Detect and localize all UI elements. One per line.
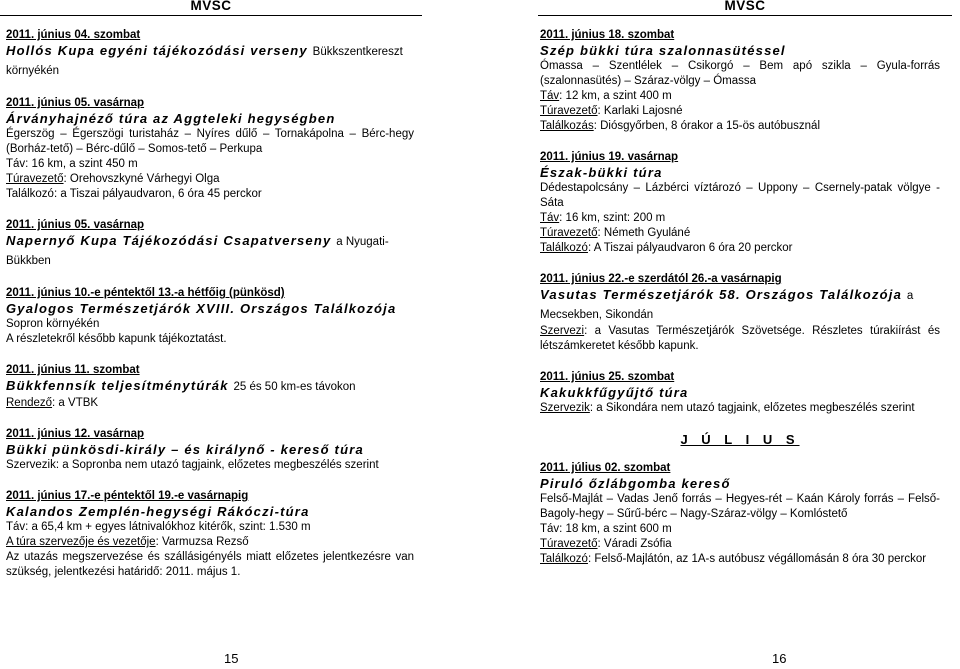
event-detail-line: [540, 537, 940, 552]
event-title-text: Kalandos Zemplén-hegységi Rákóczi-túra: [6, 504, 310, 519]
event-title: [6, 377, 414, 396]
event-title-text: Napernyő Kupa Tájékozódási Csapatverseny: [6, 233, 332, 248]
event-title: [6, 232, 414, 270]
page-number: 16: [772, 651, 787, 666]
event-item: [540, 150, 940, 256]
event-title-text: Észak-bükki túra: [540, 165, 663, 180]
event-detail-line: [6, 332, 414, 347]
event-date: 2011. június 10.-e péntektől 13.-a hétfőig (pünkösd): [6, 287, 285, 299]
event-detail-line: [6, 172, 414, 187]
detail-text: : a Sikondára nem utazó tagjaink, előzetes megbeszélés szerint: [589, 402, 915, 414]
event-date: 2011. június 18. szombat: [540, 29, 675, 41]
detail-text: : a Vasutas Természetjárók Szövetsége. Részletes túrakiírást és létszámkeretet később kapunk.: [540, 325, 940, 352]
event-title: [540, 42, 940, 59]
detail-text: Táv: 16 km, a szint 450 m: [6, 158, 138, 170]
event-date: 2011. június 05. vasárnap: [6, 219, 145, 231]
page-number: 15: [224, 651, 239, 666]
event-detail-line: [6, 535, 414, 550]
event-item: [6, 286, 414, 347]
event-detail-line: [540, 181, 940, 211]
june-events: [540, 28, 940, 416]
event-title: [540, 286, 940, 324]
july-events: [540, 461, 940, 567]
detail-label: Táv: [540, 212, 560, 224]
event-detail-line: [540, 104, 940, 119]
event-item: [6, 363, 414, 411]
page-header: MVSC: [538, 0, 952, 16]
event-detail-line: [540, 401, 940, 416]
event-date: 2011. július 02. szombat: [540, 462, 671, 474]
event-title-text: Hollós Kupa egyéni tájékozódási verseny: [6, 43, 308, 58]
right-page: [480, 0, 960, 669]
event-date: 2011. június 05. vasárnap: [6, 97, 145, 109]
detail-text: Táv: 18 km, a szint 600 m: [540, 523, 672, 535]
detail-label: Túravezető: [540, 538, 598, 550]
detail-text: Szervezik: a Sopronba nem utazó tagjaink, előzetes megbeszélés szerint: [6, 459, 379, 471]
event-title-text: Vasutas Természetjárók 58. Országos Találkozója: [540, 287, 903, 302]
detail-text: Felső-Majlát – Vadas Jenő forrás – Hegyes-rét – Kaán Károly forrás – Felső-Bagoly-hegy – Sűrű-bérc – Nagy-Száraz-völgy – Komlóstető: [540, 493, 940, 520]
event-detail-line: [6, 520, 414, 535]
detail-label: Túravezető: [540, 227, 598, 239]
detail-text: : A Tiszai pályaudvaron 6 óra 20 perckor: [587, 242, 793, 254]
event-title-text: Bükki pünkösdi-király – és királynő - kereső túra: [6, 442, 364, 457]
event-title-suffix: 25 és 50 km-es távokon: [233, 381, 356, 393]
page-header: MVSC: [0, 0, 422, 16]
event-date: 2011. június 11. szombat: [6, 364, 140, 376]
event-title-text: Bükkfennsík teljesítménytúrák: [6, 378, 229, 393]
event-title-suffix: Bükkszentkereszt környékén: [6, 46, 403, 77]
month-heading: J Ú L I U S: [680, 432, 800, 447]
event-detail-line: [540, 324, 940, 354]
detail-text: : Karlaki Lajosné: [597, 105, 683, 117]
left-column: [6, 28, 414, 596]
detail-label: Táv: [540, 90, 560, 102]
event-detail-line: [540, 211, 940, 226]
event-date: 2011. június 19. vasárnap: [540, 151, 679, 163]
detail-label: Szervezik: [540, 402, 590, 414]
detail-label: Találkozás: [540, 120, 594, 132]
event-title: [6, 110, 414, 127]
detail-label: Találkozó: [540, 553, 588, 565]
event-detail-line: [540, 59, 940, 89]
event-title-text: Piruló őzlábgomba kereső: [540, 476, 731, 491]
event-detail-line: [540, 241, 940, 256]
event-date: 2011. június 22.-e szerdától 26.-a vasárnapig: [540, 273, 782, 285]
detail-text: Ómassa – Szentlélek – Csikorgó – Bem apó szikla – Gyula-forrás (szalonnasütés) – Száraz-völgy – Ómassa: [540, 60, 940, 87]
event-item: [6, 427, 414, 473]
detail-label: Rendező: [6, 397, 53, 409]
event-title-text: Gyalogos Természetjárók XVIII. Országos Találkozója: [6, 301, 397, 316]
detail-text: : Orehovszkyné Várhegyi Olga: [63, 173, 220, 185]
detail-text: Égerszög – Égerszögi turistaház – Nyíres dűlő – Tornakápolna – Bérc-hegy (Borház-tető) – Bérc-dűlő – Somos-tető – Perkupa: [6, 128, 414, 155]
event-title: [540, 475, 940, 492]
event-date: 2011. június 12. vasárnap: [6, 428, 145, 440]
event-title: [540, 384, 940, 401]
detail-text: : Váradi Zsófia: [597, 538, 672, 550]
event-item: [6, 218, 414, 270]
event-item: [6, 28, 414, 80]
event-detail-line: [540, 119, 940, 134]
event-detail-line: [540, 552, 940, 567]
event-detail-line: [6, 458, 414, 473]
event-item: [540, 370, 940, 416]
detail-text: Az utazás megszervezése és szállásigényéls miatt előzetes jelentkezésre van szükség, jelentkezési határidő: 2011. május 1.: [6, 551, 414, 578]
event-title-text: Árványhajnéző túra az Aggteleki hegységben: [6, 111, 336, 126]
detail-text: Dédestapolcsány – Lázbérci víztározó – Uppony – Csernely-patak völgye - Sáta: [540, 182, 940, 209]
event-detail-line: [6, 550, 414, 580]
detail-text: : Diósgyőrben, 8 órakor a 15-ös autóbusznál: [593, 120, 821, 132]
detail-label: Túravezető: [6, 173, 64, 185]
detail-text: A részletekről később kapunk tájékoztatást.: [6, 333, 227, 345]
right-column: [540, 28, 940, 583]
detail-text: : 16 km, szint: 200 m: [559, 212, 666, 224]
detail-label: Találkozó: [540, 242, 588, 254]
event-title-suffix: a Nyugati-Bükkben: [6, 236, 389, 267]
event-item: [540, 272, 940, 354]
detail-text: : Varmuzsa Rezső: [155, 536, 249, 548]
detail-label: A túra szervezője és vezetője: [6, 536, 156, 548]
event-date: 2011. június 04. szombat: [6, 29, 141, 41]
event-item: [540, 28, 940, 134]
event-title: [6, 300, 414, 317]
detail-label: Túravezető: [540, 105, 598, 117]
detail-text: : 12 km, a szint 400 m: [559, 90, 672, 102]
event-title: [6, 503, 414, 520]
detail-label: Szervezi: [540, 325, 585, 337]
event-item: [540, 461, 940, 567]
detail-text: : a VTBK: [52, 397, 99, 409]
event-detail-line: [6, 187, 414, 202]
event-detail-line: [540, 89, 940, 104]
event-item: [6, 96, 414, 202]
detail-text: Táv: a 65,4 km + egyes látnivalókhoz kitérők, szint: 1.530 m: [6, 521, 311, 533]
event-title-text: Kakukkfűgyűjtő túra: [540, 385, 689, 400]
event-title-suffix: a Mecsekben, Sikondán: [540, 290, 914, 321]
event-detail-line: [540, 522, 940, 537]
event-detail-line: [6, 396, 414, 411]
event-item: [6, 489, 414, 580]
detail-text: Sopron környékén: [6, 318, 100, 330]
event-detail-line: [6, 157, 414, 172]
event-detail-line: [6, 317, 414, 332]
event-detail-line: [540, 226, 940, 241]
event-date: 2011. június 17.-e péntektől 19.-e vasárnapig: [6, 490, 249, 502]
detail-text: : Németh Gyuláné: [597, 227, 691, 239]
detail-text: Találkozó: a Tiszai pályaudvaron, 6 óra 45 perckor: [6, 188, 262, 200]
event-date: 2011. június 25. szombat: [540, 371, 675, 383]
event-title: [6, 42, 414, 80]
event-title: [540, 164, 940, 181]
event-detail-line: [6, 127, 414, 157]
event-title-text: Szép bükki túra szalonnasütéssel: [540, 43, 786, 58]
event-title: [6, 441, 414, 458]
event-detail-line: [540, 492, 940, 522]
detail-text: : Felső-Majlátón, az 1A-s autóbusz végállomásán 8 óra 30 perckor: [587, 553, 927, 565]
